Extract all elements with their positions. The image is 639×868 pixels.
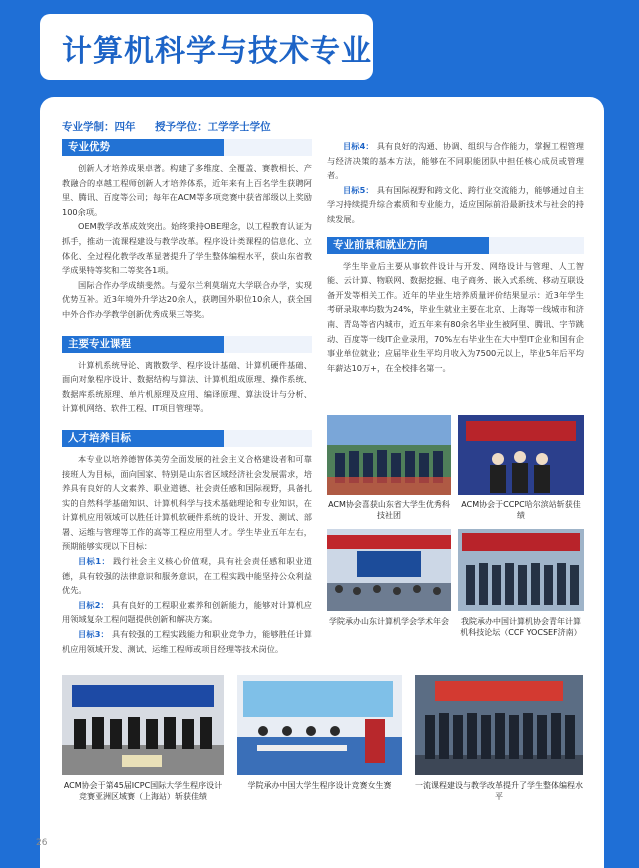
page-title: 计算机科学与技术专业 [62,34,372,69]
section-heading-employment: 专业前景和就业方向 [327,237,584,254]
goal-item: 目标5： 具有国际视野和跨文化、跨行业交流能力，能够通过自主学习持续提升综合素质和专业能力，适应国际前沿最新技术与社会的持续发展。 [327,184,584,224]
employment-text: 学生毕业后主要从事软件设计与开发、网络设计与管理、人工智能、云计算、物联网、数据挖掘、电子商务、嵌入式系统、移动互联设备开发等相关工作。近年的毕业生培养质量评价结果显示：近3年学生考研录取率均数为24%，毕业生就业主要在北京、上海等一线城市和济南、青岛等省内城市，近五年来有80余名毕业生被阿里、腾讯、字节跳动、百度等一线IT企业录用，70%左右毕业生在大中型IT企业和国有企事业单位就业；应届毕业生平均月收入为7500元以上，毕业5年后平均年薪达10万+，在全校排名第一。 [327,260,584,373]
section-heading-courses: 主要专业课程 [62,336,312,353]
program-info [62,119,287,134]
photo-caption: ACM协会于第45届ICPC国际大学生程序设计竞赛亚洲区域赛（上海站）斩获佳绩 [63,781,223,801]
page-number: 26 [36,838,48,848]
photo-academic-meeting [327,529,451,611]
advantage-paragraph: 创新人才培养成果卓著。构建了多维度、全覆盖、赛教相长、产教融合的卓越工程师创新人才培养体系，近年来有上百名学生获聘阿里、腾讯、百度等公司；每年在ACM等多项竞赛中获省部级以上奖励100余项。 [62,163,312,217]
photo-caption: 学院承办山东计算机学会学术年会 [329,617,449,626]
left-column [62,139,312,656]
photo-teaching-reform [415,675,583,775]
photo-ccpc-harbin [458,415,584,495]
right-column [327,139,584,375]
photo-yocsef [458,529,584,611]
photo-icpc-shanghai [62,675,224,775]
photo-caption: ACM协会于CCPC哈尔滨站斩获佳绩 [461,500,581,520]
goal-item: 目标4： 具有良好的沟通、协调、组织与合作能力，掌握工程管理与经济决策的基本方法，能够在不同职能团队中担任核心成员或管理者。 [327,141,584,181]
degree: 授予学位：工学学士学位 [155,121,271,133]
section-heading-advantage: 专业优势 [62,139,312,156]
goal-item: 目标1： 践行社会主义核心价值观，具有社会责任感和职业道德，具有较强的法律意识和服务意识，在工程实践中能坚持公众利益优先。 [62,556,312,596]
title-card [40,14,373,80]
goal-item: 目标2： 具有良好的工程职业素养和创新能力，能够对计算机应用领域复杂工程问题提供创新和解决方案。 [62,599,312,625]
photo-caption: ACM协会喜获山东省大学生优秀科技社团 [328,500,450,520]
courses-text: 计算机系统导论、离散数学、程序设计基础、计算机硬件基础、面向对象程序设计、数据结构与算法、计算机组成原理、操作系统、数据库系统原理、单片机原理及应用、编译原理、算法设计与分析、计算机网络、软件工程、IT项目管理等。 [62,359,312,414]
goal-item: 目标3： 具有较强的工程实践能力和职业竞争力，能够胜任计算机应用领域开发、测试、运维工程师或项目经理等技术岗位。 [62,629,312,654]
photo-caption: 学院承办中国大学生程序设计竞赛女生赛 [247,781,392,790]
photo-girls-contest [237,675,402,775]
content-sheet [36,97,604,868]
photo-caption: 一流课程建设与教学改革提升了学生整体编程水平 [415,781,583,801]
advantage-paragraph: 国际合作办学成绩斐然。与爱尔兰利莫瑞克大学联合办学，实现优势互补。近3年境外升学达20余人，获聘国外职位10余人，获全国中外合作办学教学创新优秀成果三等奖。 [62,279,312,319]
section-heading-goals: 人才培养目标 [62,430,312,447]
photo-acm-club [327,415,451,495]
advantage-paragraph: OEM教学改革成效突出。始终秉持OBE理念，以工程教育认证为抓手，推动一流课程建设与教学改革。程序设计类课程的信息化、立体化、全过程化教学改革显著提升了学生整体编程水平，获山东省教学成果特等奖和二等奖各1项。 [62,221,312,276]
goals-intro: 本专业以培养德智体美劳全面发展的社会主义合格建设者和可靠接班人为目标，面向国家、特别是山东省区域经济社会发展需求，培养具有良好的人文素养、职业道德、社会责任感和国际视野，具备扎实的自然科学基础知识、计算机科学与技术基础理论和专业知识，在计算机应用领域可以胜任计算机软硬件系统的设计、开发、测试、部署、运维与管理等工作的高等工程应用型人才。学生毕业五年左右，预期能够实现以下目标： [62,453,312,552]
photo-caption: 我院承办中国计算机协会青年计算机科技论坛（CCF YOCSEF济南） [460,617,582,637]
duration: 专业学制：四年 [62,121,136,133]
